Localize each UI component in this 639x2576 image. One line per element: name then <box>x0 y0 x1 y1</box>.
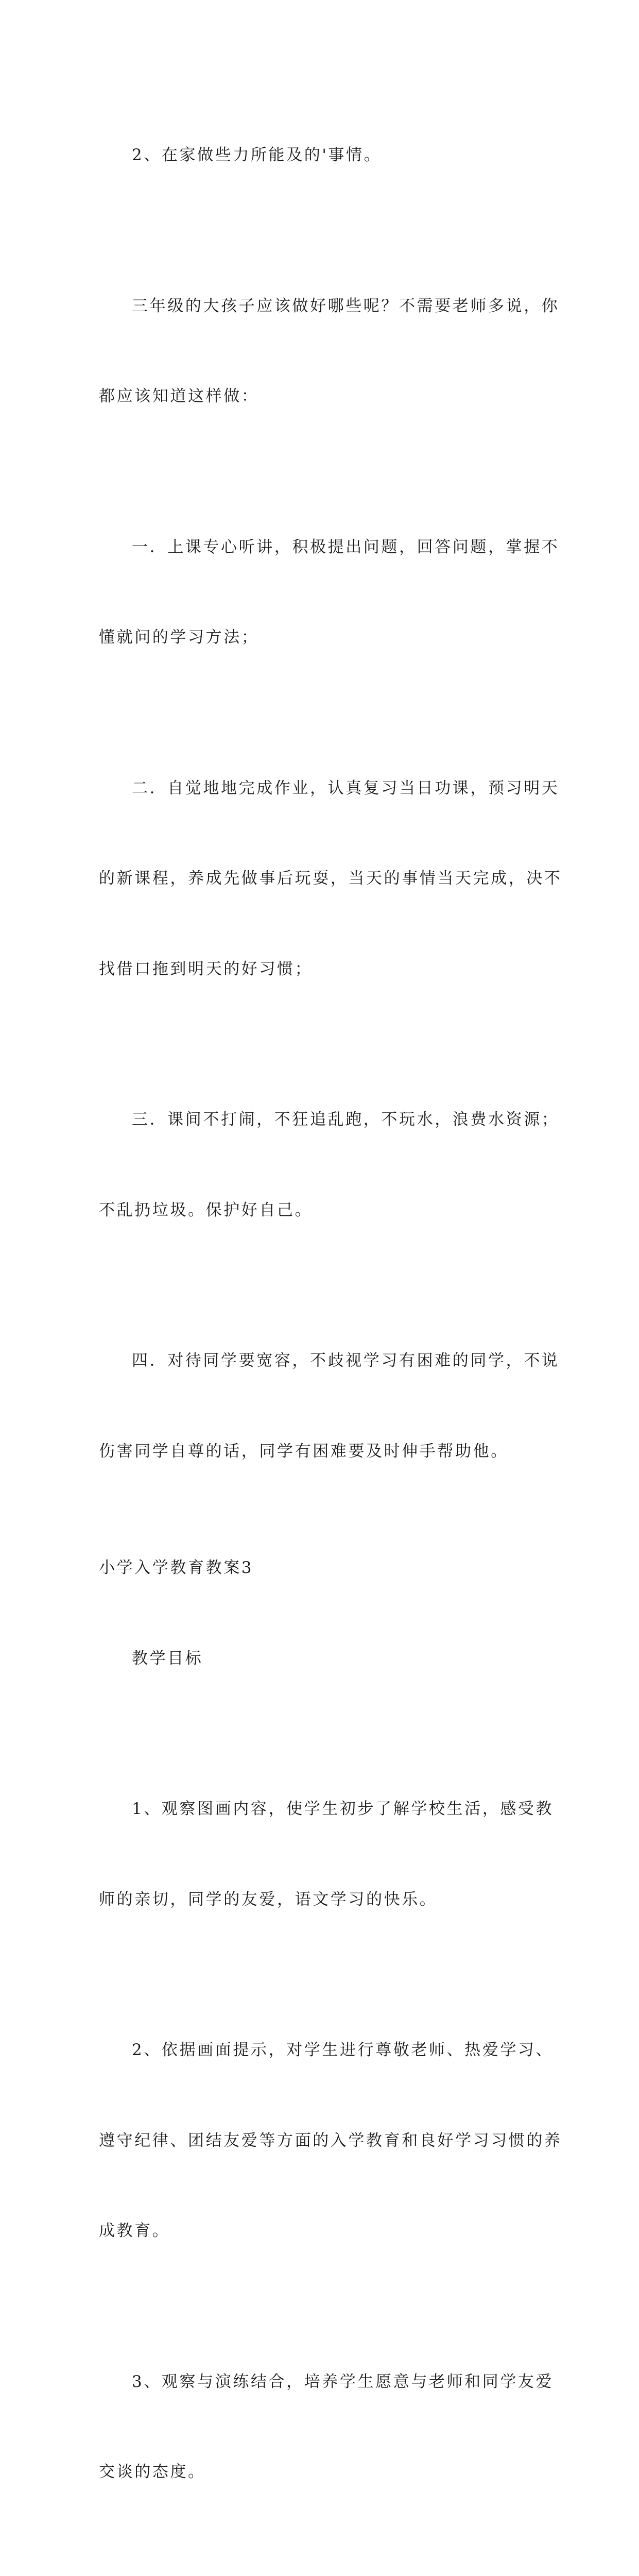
paragraph-line: 三．课间不打闹，不狂追乱跑，不玩水，浪费水资源； <box>99 1105 546 1135</box>
paragraph <box>99 1044 546 1285</box>
paragraph-line: 三年级的大孩子应该做好哪些呢？不需要老师多说，你 <box>99 291 546 321</box>
paragraph-line: 2、依据画面提示，对学生进行尊敬老师、热爱学习、 <box>99 2035 546 2065</box>
paragraph <box>99 1734 546 1975</box>
paragraph <box>99 80 546 231</box>
paragraph-line: 四．对待同学要宽容，不歧视学习有困难的同学，不说 <box>99 1346 546 1376</box>
paragraph-line: 交谈的态度。 <box>99 2457 546 2487</box>
paragraph <box>99 472 546 713</box>
paragraph-line: 1、观察图画内容，使学生初步了解学校生活，感受教 <box>99 1794 546 1824</box>
paragraph-line: 伤害同学自尊的话，同学有困难要及时伸手帮助他。 <box>99 1436 546 1467</box>
paragraph-line: 二．自觉地地完成作业，认真复习当日功课，预习明天 <box>99 773 546 804</box>
paragraph <box>99 2307 546 2548</box>
paragraph-line: 2、在家做些力所能及的'事情。 <box>99 140 546 171</box>
paragraph-line: 懂就问的学习方法； <box>99 622 546 653</box>
paragraph-line: 遵守纪律、团结友爱等方面的入学教育和良好学习习惯的养 <box>99 2126 546 2156</box>
paragraph-line: 不乱扔垃圾。保护好自己。 <box>99 1195 546 1226</box>
paragraph-line: 找借口拖到明天的好习惯； <box>99 954 546 985</box>
paragraph <box>99 1975 546 2307</box>
section-title: 小学入学教育教案3 <box>99 1553 546 1583</box>
paragraph <box>99 1583 546 1734</box>
paragraph-line: 的新课程，养成先做事后玩耍，当天的事情当天完成，决不 <box>99 863 546 894</box>
paragraph-line: 师的亲切，同学的友爱，语文学习的快乐。 <box>99 1885 546 1915</box>
document-page <box>0 0 639 904</box>
paragraph <box>99 1285 546 1527</box>
paragraph-line: 教学目标 <box>99 1643 546 1674</box>
paragraph <box>99 2548 546 2576</box>
paragraph-line: 都应该知道这样做： <box>99 381 546 412</box>
paragraph <box>99 713 546 1045</box>
paragraph-line: 一．上课专心听讲，积极提出问题，回答问题，掌握不 <box>99 532 546 563</box>
paragraph <box>99 231 546 472</box>
paragraph-line: 3、观察与演练结合，培养学生愿意与老师和同学友爱 <box>99 2367 546 2397</box>
document-body <box>99 80 546 2576</box>
paragraph-line: 成教育。 <box>99 2216 546 2246</box>
